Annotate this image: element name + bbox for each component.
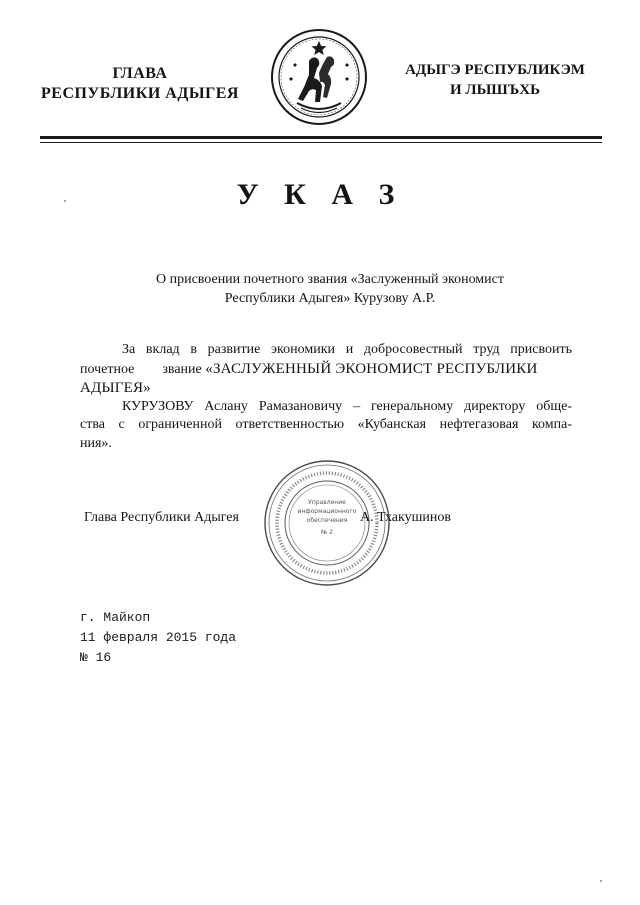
footer-date: 11 февраля 2015 года bbox=[80, 630, 237, 645]
coat-of-arms-emblem-icon bbox=[269, 27, 369, 127]
decree-subject bbox=[80, 270, 580, 308]
body-line1: За вклад в развитие экономики и добросовестный труд присвоить bbox=[122, 342, 572, 357]
document-title: У К А З bbox=[236, 178, 404, 211]
stamp-inner-line1: Управление bbox=[308, 499, 346, 506]
body-line2-word2: звание bbox=[162, 361, 202, 377]
header-right-line1: АДЫГЭ РЕСПУБЛИКЭМ bbox=[405, 62, 585, 78]
subject-line2: Республики Адыгея» Курузову А.Р. bbox=[224, 291, 436, 306]
footer-number: № 16 bbox=[80, 650, 112, 665]
subject-line1: О присвоении почетного звания «Заслуженный экономист bbox=[155, 272, 504, 287]
body-line2-word1: почетное bbox=[80, 361, 135, 377]
scan-speck bbox=[64, 200, 66, 202]
body-line2-caps: «ЗАСЛУЖЕННЫЙ ЭКОНОМИСТ РЕСПУБЛИКИ bbox=[205, 360, 538, 377]
header-left-line1: ГЛАВА bbox=[112, 65, 168, 82]
header-right-title bbox=[390, 60, 600, 100]
stamp-inner-line3: обеспечения bbox=[306, 517, 348, 524]
body-line4: КУРУЗОВУ Аслану Рамазановичу – генеральному директору обще- bbox=[122, 398, 572, 414]
signature-position: Глава Республики Адыгея bbox=[84, 510, 239, 525]
stamp-inner-line2: информационного bbox=[297, 508, 357, 515]
signature-name: А. Тхакушинов bbox=[360, 510, 451, 525]
body-line2 bbox=[80, 360, 572, 380]
header-left-line2: РЕСПУБЛИКИ АДЫГЕЯ bbox=[41, 85, 239, 102]
header-left-title bbox=[20, 64, 260, 104]
decree-body bbox=[80, 341, 572, 453]
body-line6: ния». bbox=[80, 435, 112, 451]
header-right-line2: И ЛЫШЪХЬ bbox=[449, 82, 541, 98]
body-line3: АДЫГЕЯ» bbox=[80, 380, 151, 396]
stamp-inner-line4: № 2 bbox=[321, 529, 333, 536]
decree-footer bbox=[80, 608, 236, 668]
header-divider-thick bbox=[40, 136, 602, 139]
scan-speck bbox=[600, 880, 602, 882]
footer-city: г. Майкоп bbox=[80, 610, 151, 625]
header-divider-thin bbox=[40, 142, 602, 143]
body-line5: ства с ограниченной ответственностью «Кубанская нефтегазовая компа- bbox=[80, 417, 572, 432]
